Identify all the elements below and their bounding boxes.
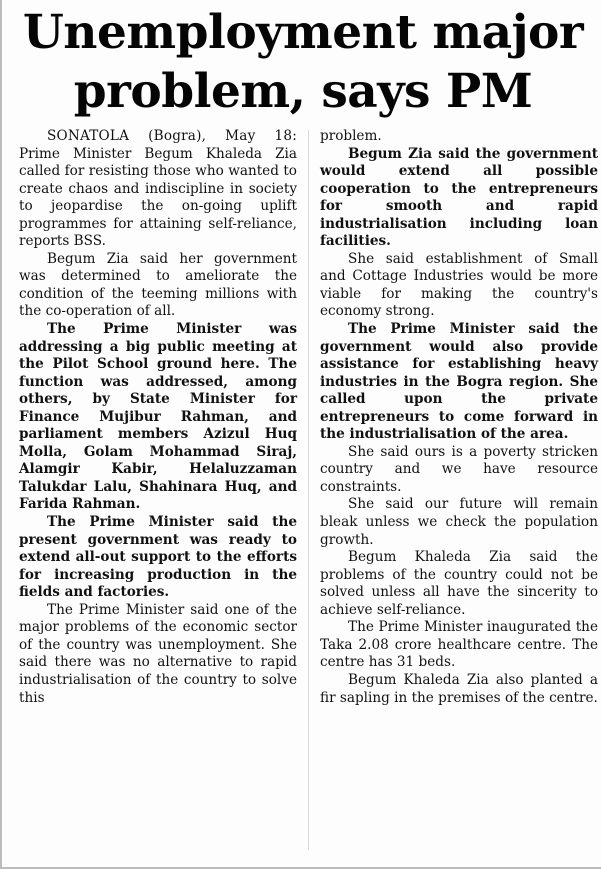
article-paragraph: She said ours is a poverty stricken country and we have resource constraints. bbox=[320, 443, 598, 495]
dateline: SONATOLA (Bogra), May 18: bbox=[47, 128, 297, 144]
article-paragraph: She said establishment of Small and Cottage Industries would be more viable for making the country's economy strong. bbox=[320, 250, 598, 320]
column-divider bbox=[308, 130, 309, 850]
article-column-left bbox=[19, 128, 297, 707]
article-paragraph: Begum Zia said her government was determined to ameliorate the condition of the teeming millions with the co-operation of all. bbox=[19, 250, 297, 320]
article-paragraph: Begum Khaleda Zia also planted a fir sapling in the premises of the centre. bbox=[320, 671, 598, 706]
article-paragraph: The Prime Minister was addressing a big public meeting at the Pilot School ground here. The function was addressed, among others, by State Minister for Finance Mujibur Rahman, and parliament members Azizul Huq Molla, Golam Mohammad Siraj, Alamgir Kabir, Helaluzzaman Talukdar Lalu, Shahinara Huq, and Farida Rahman. bbox=[19, 321, 297, 513]
article-paragraph: Begum Zia said the government would extend all possible cooperation to the entrepreneurs for smooth and rapid industrialisation including loan facilities. bbox=[320, 145, 598, 250]
paragraph-text: Prime Minister Begum Khaleda Zia called for resisting those who wanted to create chaos and indiscipline in society to jeopardise the on-going uplift programmes for attaining self-reliance, reports BSS. bbox=[19, 145, 297, 250]
article-paragraph: The Prime Minister said the government would also provide assistance for establishing heavy industries in the Bogra region. She called upon the private entrepreneurs to come forward in the industrialisation of the area. bbox=[320, 321, 598, 443]
article-paragraph: The Prime Minister said one of the major problems of the economic sector of the country was unemployment. She said there was no alternative to rapid industrialisation of the country to solve this bbox=[19, 601, 297, 706]
article-paragraph: The Prime Minister said the present government was ready to extend all-out support to the efforts for increasing production in the fields and factories. bbox=[19, 514, 297, 601]
article-paragraph: She said our future will remain bleak unless we check the population growth. bbox=[320, 496, 598, 548]
article-paragraph: The Prime Minister inaugurated the Taka 2.08 crore healthcare centre. The centre has 31 beds. bbox=[320, 619, 598, 671]
headline-line-1: Unemployment major bbox=[22, 5, 584, 60]
article-continuation: problem. bbox=[320, 128, 382, 144]
article-paragraph: Begum Khaleda Zia said the problems of the country could not be solved unless all have the sincerity to achieve self-reliance. bbox=[320, 549, 598, 618]
article-paragraph bbox=[19, 128, 297, 251]
headline-line-2: problem, says PM bbox=[73, 64, 533, 119]
article-column-right bbox=[320, 128, 598, 707]
